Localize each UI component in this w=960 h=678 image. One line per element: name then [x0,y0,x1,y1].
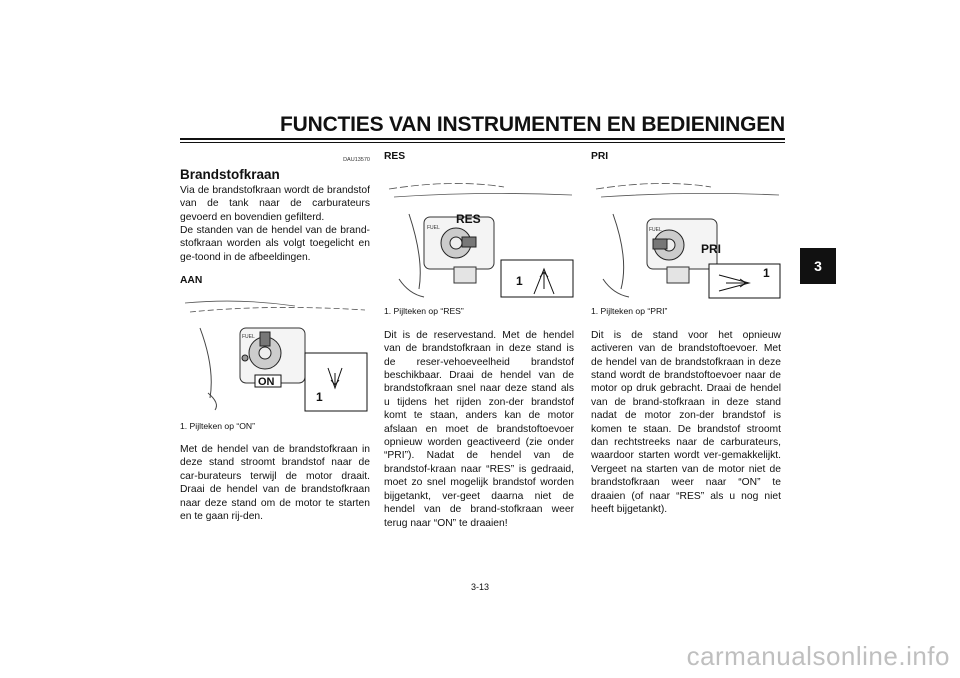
watermark: carmanualsonline.info [686,641,950,671]
fuel-label: FUEL [427,225,440,232]
callout-number: 1 [763,266,770,281]
intro-paragraph-1: Via de brandstofkraan wordt de brandstof van de tank naar de carburateurs gevoerd en bovendien gefilterd. [180,184,370,223]
body-paragraph-on: Met de hendel van de brandstofkraan in deze stand stroomt brandstof naar de car-burateurs terwijl de motor draait. Draai de hendel van de brandstofkraan naar deze stand om de motor te starten en te gaan rij-den. [180,444,370,523]
header-rule-thin [180,142,785,143]
figure-pri [591,169,781,299]
figure-caption-res: 1. Pijlteken op “RES” [384,306,464,317]
fuel-cock-on-illustration [180,298,370,414]
fuel-cock-pri-illustration [591,169,781,299]
callout-number: 1 [316,389,323,404]
figure-res [384,169,574,299]
subheading-pri: PRI [591,151,609,162]
section-heading: Brandstofkraan [180,167,280,183]
page-header-title: FUNCTIES VAN INSTRUMENTEN EN BEDIENINGEN [280,113,785,136]
fuel-label: FUEL [242,333,255,340]
column-2 [384,150,574,530]
figure-caption-on: 1. Pijlteken op “ON” [180,420,255,431]
figure-on [180,298,370,414]
subheading-aan: AAN [180,275,203,287]
fuel-cock-res-illustration [384,169,574,299]
intro-paragraph-2: De standen van de hendel van de brand-stofkraan worden als volgt toegelicht en ge-toond in de afbeeldingen. [180,225,370,263]
figure-caption-pri: 1. Pijlteken op “PRI” [591,306,668,317]
chapter-tab[interactable]: 3 [800,248,836,284]
section-code: DAU13570 [343,157,370,163]
body-paragraph-pri: Dit is de stand voor het opnieuw activeren van de brandstoftoevoer. Met de hendel van de brandstofkraan in deze stand wordt de brandstoftoevoer naar de motor op druk gebracht. Draai de hendel van de brand-stofkraan in deze stand nadat de motor zon-der brandstof is komen te staan. De brandstof stroomt dan rechtstreeks naar de carburateurs, waardoor starten wordt ver-gemakkelijkt. Vergeet na starten van de motor niet de brandstofkraan weer naar “ON” te draaien (of naar “RES” als u nog niet heeft bijgetankt). [591,329,781,516]
fuel-label: FUEL [649,227,662,234]
callout-number: 1 [516,274,523,289]
mode-label-on: ON [258,375,275,388]
column-1 [180,150,370,524]
page-number: 3-13 [470,582,489,592]
subheading-res: RES [384,151,406,162]
mode-label-pri: PRI [701,242,722,257]
header-rule-thick [180,138,785,140]
column-3 [591,150,781,517]
body-paragraph-res: Dit is de reservestand. Met de hendel van de brandstofkraan in deze stand is de reser-vehoeveelheid brandstof beschikbaar. Draai de hendel van de brandstofkraan snel naar deze stand als u tijdens het rijden zon-der brandstof komt te staan, anders kan de motor afslaan en moet de brandstoftoevoer opnieuw worden geactiveerd (zie onder “PRI”). Nadat de hendel van de brandstof-kraan naar “RES” is gedraaid, moet zo snel mogelijk brandstof worden bijgetankt, ver-geet daarna niet de hendel van de brand-stofkraan weer terug naar “ON” te draaien! [384,329,574,529]
mode-label-res: RES [456,212,481,227]
